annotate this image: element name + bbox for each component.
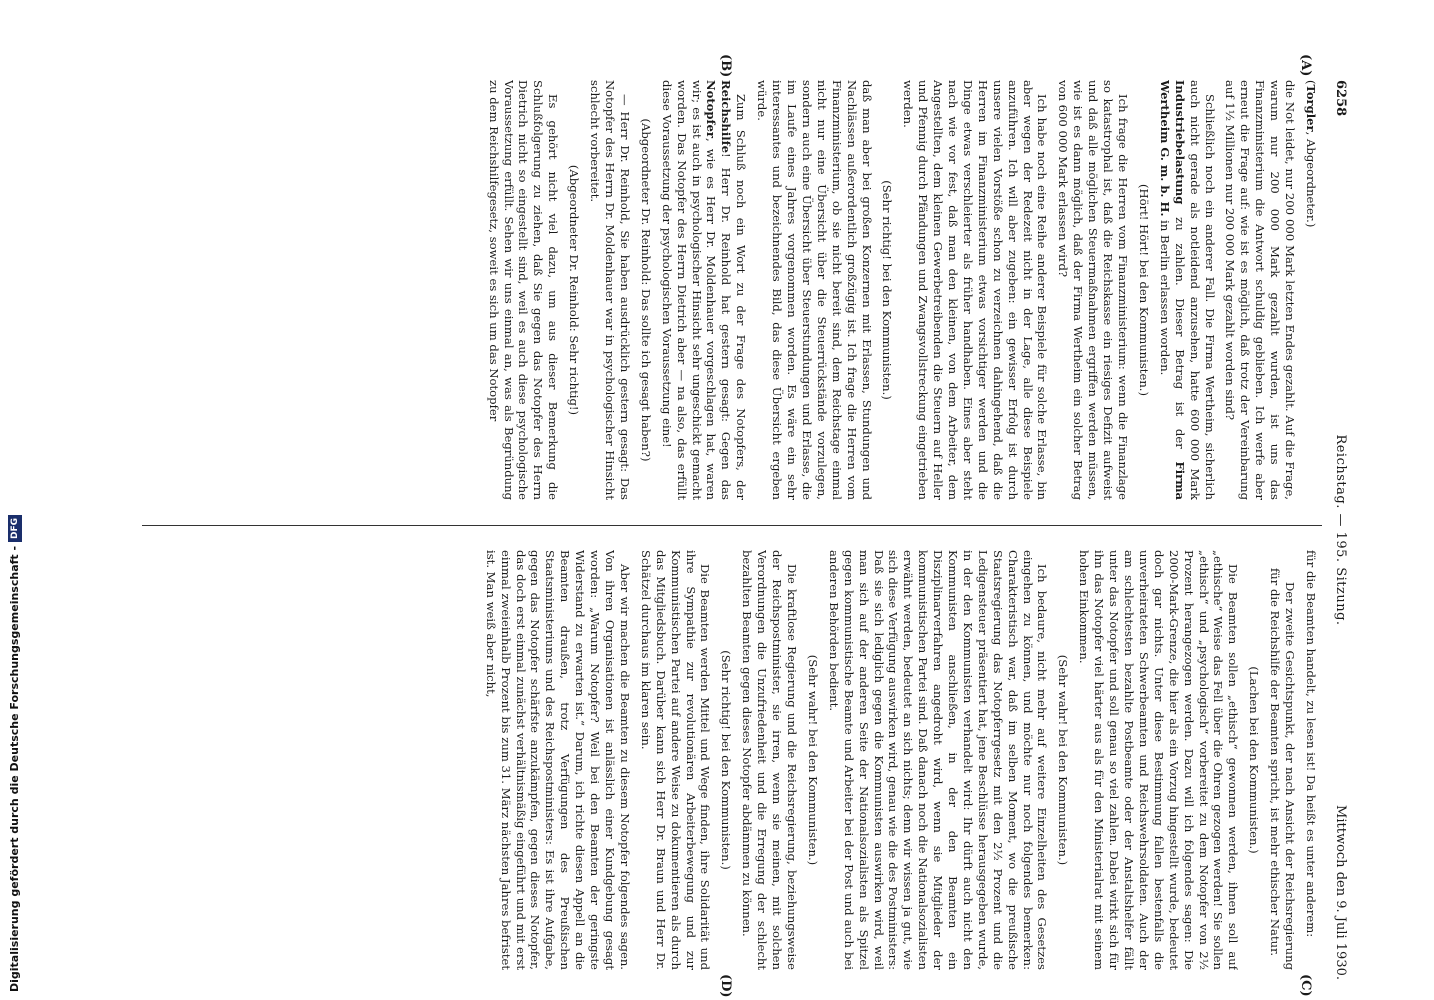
bold-term: Industriebelastung: [1172, 80, 1187, 205]
speaker-open-paren: (: [1304, 80, 1318, 85]
header-title: Reichstag. — 195. Sitzung.: [1333, 434, 1348, 626]
text-run: Schließlich noch ein anderer Fall. Die Firma Wertheim, sicherlich auch nicht gerade als notleidend anzusehen, hatte 600 000 Mark: [1187, 80, 1217, 500]
interjection: (Sehr richtig! bei den Kommunisten.): [719, 650, 734, 870]
interjection: (Hört! Hört! bei den Kommunisten.): [1136, 183, 1151, 396]
text-run: ! Herr Dr. Reinhold hat gestern gesagt: Gegen das: [719, 153, 734, 500]
interjection: (Sehr wahr! bei den Kommunisten.): [1056, 654, 1071, 866]
interjection: (Abgeordneter Dr. Reinhold: Das sollte ich gesagt haben?): [638, 118, 653, 462]
paragraph: Aber wir machen die Beamten zu diesem Notopfer folgendes sagen. Von ihren Organisationen ist anlässlich einer Kundgebung gesagt worden: „Warum Notopfer? Weil bei den Beamten der geringste Widerstand zu erwarten ist.“ Darum, ich richte diesen Appell an die Beamten draußen, trotz Verfügungen des Preußischen Staatsministeriums und des Reichspostministers: Es ist ihre Aufgabe, gegen das Notopfer schärfste anzukämpfen, gegen dieses Notopfer, das doch erst einmal zunächst verhältnismäßig eingeführt und mit erst einmal zweieinhalb Prozent bis zum 31. März nächsten Jahres befristet ist. Man weiß aber nicht,: [483, 550, 632, 970]
paragraph: daß man aber bei großen Konzernen mit Erlassen, Stundungen und Nachlässen außerordentlich großzügig ist. Ich frage die Herren vom Finanzministerium, ob sie nicht bereit sind, dem Reichstage einmal nicht nur eine Übersicht über die Steuerrückstände vorzulegen, sondern auch eine Übersicht über Steuerstundungen und Erlasse, die im Laufe eines Jahres vorgenommen worden. Es wäre ein sehr interessantes und bezeichnendes Bild, das diese Übersicht ergeben würde.: [755, 80, 874, 500]
header-date: Mittwoch den 9. Juli 1930.: [1333, 805, 1348, 980]
block-quote: Der zweite Gesichtspunkt, der nach Ansicht der Reichsregierung für die Reichshilfe der Beamten spricht, ist mehr ethischer Natur.: [1268, 568, 1298, 970]
running-header: [1328, 80, 1352, 980]
paragraph: Ich bedaure, nicht mehr auf weitere Einzelheiten des Gesetzes eingehen zu können, und möchte nur noch folgendes bemerken: Charakteristisch war, daß im selben Moment, wo die preußische Staatsregierung das Notopferrgesetz mit den 2½ Prozent und die Ledigensteuer präsentiert hat, jene Beschlüsse herausgegeben wurde, in der den Kommunisten verhandelt wird: Ihr dürft auch nicht den Kommunisten anschließen, in der den Beamten ein Disziplinarverfahren angedroht wird, wenn sie Mitglieder der kommunistischen Partei sind. Daß danach noch die Nationalsozialisten erwähnt werden, bedeutet an sich nichts; denn wir wissen ja gut, wie sich diese Verfügung auswirken wird, genau wie die des Postministers: Daß sie sich lediglich gegen die Kommunisten auswirken wird, weil man sich auf der anderen Seite der Nationalsozialisten als Spitzel gegen kommunistische Beamte und Arbeiter bei der Post und auch bei anderen Behörden bedient.: [826, 550, 1050, 970]
speaker-role: , Abgeordneter.): [1304, 131, 1318, 228]
right-column: [128, 550, 1318, 970]
text-run: zu zahlen. Dieser Betrag ist der: [1172, 204, 1187, 462]
interjection: (Lachen bei den Kommunisten.): [1247, 666, 1262, 854]
left-column: [128, 80, 1318, 500]
paragraph: [659, 80, 748, 500]
rotated-document-page: [112, 54, 1352, 998]
page-number: 6258: [1333, 80, 1348, 117]
bold-term: Notopfer: [704, 80, 719, 138]
paragraph: — Herr Dr. Reinhold, Sie haben ausdrücklich gestern gesagt: Das Notopfer des Herrn Dr. Moldenhauer war in psychologischer Hinsicht schlecht vorbereitet.: [588, 80, 632, 500]
dfg-logo: DFG: [8, 515, 22, 542]
bold-term: Reichshilfe: [719, 80, 734, 154]
bold-term: Firma Wertheim G. m. b. H.: [1157, 80, 1187, 500]
interjection: (Sehr wahr! bei den Kommunisten.): [805, 654, 820, 866]
paragraph: Es gehört nicht viel dazu, um aus dieser Bemerkung die Schlußfolgerung zu ziehen, daß Sie gegen das Notopfer des Herrn Dietrich nicht so eingestellt sind, weil es auch diese psychologische Voraussetzung erfüllt. Sehen wir uns einmal an, was als Begründung zu dem Reichshilfegesetz, soweit es sich um das Notopfer: [486, 80, 561, 500]
interjection: (Abgeordneter Dr. Reinhold: Sehr richtig!): [567, 164, 582, 416]
text-run: Zum Schluß noch ein Wort zu der Frage des Notopfers, der: [734, 94, 749, 500]
paragraph: Die Beamten werden Mittel und Wege finden, ihre Solidarität und ihre Sympathie zur revolutionären Arbeiterbewegung und zur Kommunistischen Partei auf andere Weise zu dokumentieren als durch das Mitgliedsbuch. Darüber kann sich Herr Dr. Braun und Herr Dr. Schätzel durchaus im klaren sein.: [638, 550, 713, 970]
paragraph: für die Beamten handelt, zu lesen ist! Da heißt es unter anderem:: [1304, 550, 1318, 938]
credit-text: Digitalisierung gefördert durch die Deutsche Forschungsgemeinschaft -: [8, 545, 21, 992]
paragraph: Ich frage die Herren vom Finanzministerium: wenn die Finanzlage so katastrophal ist, daß die Reichskasse ein riesiges Defizit aufweist und daß alle möglichen Steuermaßnahmen ergriffen werden müssen, wie ist es dann möglich, daß der Firma Wertheim ein solcher Betrag von 600 000 Mark erlassen wird?: [1056, 80, 1131, 500]
text-run: in Berlin erlassen worden.: [1157, 216, 1172, 376]
digitization-credit: [6, 2, 24, 992]
paragraph: Ich habe noch eine Reihe anderer Beispiele für solche Erlasse, bin aber wegen der Redezeit nicht in der Lage, alle diese Beispiele anzuführen. Ich will aber zugeben: ein gewisser Erfolg ist durch unsere vielen Vorstöße schon zu verzeichnen dahingehend, daß die Herren im Finanzministerium etwas vorsichtiger werden und die Dinge etwas verschleierter als früher handhaben. Eines aber steht nach wie vor fest, daß man den kleinen, von dem Arbeiter, dem Angestellten, dem kleinen Gewerbetreibenden die Steuern auf Heller und Pfennig durch Pfändungen und Zwangsvollstreckung eingetrieben werden.: [901, 80, 1050, 500]
margin-mark-b: (B): [718, 54, 733, 78]
speaker-name: Torgler: [1304, 84, 1318, 132]
paragraph: [1303, 80, 1318, 500]
paragraph: [1157, 80, 1217, 500]
column-divider: [142, 525, 1322, 526]
paragraph: die Not leidet, nur 200 000 Mark letzten Endes gezahlt. Auf die Frage, warum nur 200 000 Mark gezahlt wurden, ist uns das Finanzministerium die Antwort schuldig geblieben. Ich werfe aber erneut die Frage auf: wie ist es möglich, daß trotz der Vereinbarung auf 1½ Millionen nur 200 000 Mark gezahlt worden sind?: [1223, 80, 1298, 500]
interjection: (Sehr richtig! bei den Kommunisten.): [880, 180, 895, 400]
margin-mark-d: (D): [718, 974, 733, 998]
text-run: , wie es Herr Dr. Moldenhauer vorgeschlagen hat, waren wir; es ist auch in psychologischer Hinsicht sehr ungeschickt gemacht worden. Das Notopfer des Herrn Dietrich aber — na also, das erfüllt diese Voraussetzung der psychologischen Voraussetzung eine!: [659, 80, 719, 500]
margin-mark-c: (C): [1298, 974, 1313, 997]
margin-mark-a: (A): [1298, 54, 1313, 77]
paragraph: Die Beamten sollen „ethisch“ gewonnen werden, ihnen soll auf „ethische“ Weise das Fell über die Ohren gezogen werden! Sie sollen „ethisch“ und „psychologisch“ vorbereitet zu dem Notopfer von 2½ Prozent herangezogen werden. Dazu will ich folgendes sagen: Die 2000-Mark-Grenze, die hier als ein Vorzug hingestellt wurde, bedeutet doch gar nichts. Unter diese Bestimmung fallen bestenfalls die unverheirateten Schwerbeamten und Reichswehrsoldaten. Auch der am schlechtesten bezahlte Postbeamte oder der Anstaltshelfer fällt unter das Notopfer und soll genau so viel zahlen. Dabei wirkt sich für ihn das Notopfer viel härter aus als für den Ministerialrat mit seinem hohen Einkommen.: [1077, 550, 1241, 970]
paragraph: Die kraftlose Regierung und die Reichsregierung, beziehungsweise der Reichspostminister, sie irren, wenn sie meinen, mit solchen Verordnungen die Unzufriedenheit und die Erregung der schlecht bezahlten Beamten gegen dieses Notopfer abdämmen zu können.: [740, 550, 799, 970]
